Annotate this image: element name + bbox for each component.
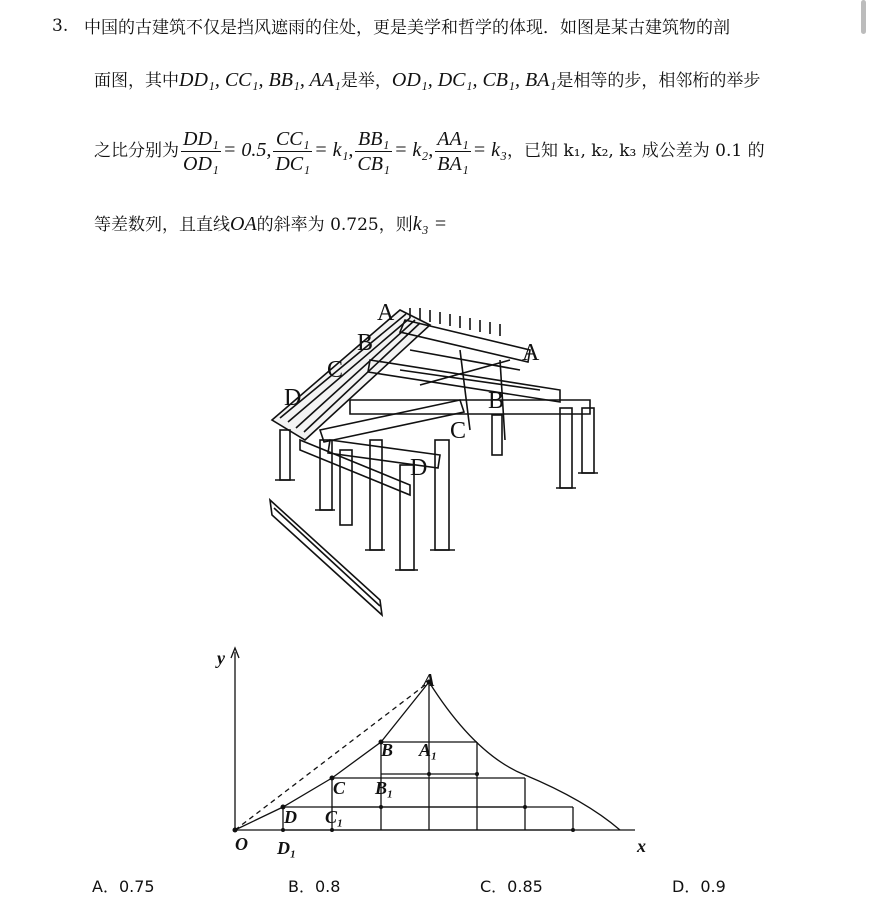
equation-3: = k₂, [393,139,434,161]
building-label-c-1: C [327,357,344,383]
fraction-1-denominator: OD₁ [183,153,219,175]
choice-b[interactable]: B．0.8 [288,877,341,896]
fraction-4-numerator: AA₁ [437,128,469,150]
x-axis-label: x [637,836,646,856]
point-a1-label: A₁ [419,740,438,760]
line4-math: OA [230,213,257,235]
point-a-label: A [423,670,436,690]
building-label-d-2: D [410,455,428,481]
fraction-3 [355,127,392,176]
line3-prefix: 之比分别为 [94,141,179,161]
choice-c[interactable]: C．0.85 [480,877,543,896]
question-line-2 [94,68,760,93]
choice-d[interactable]: D．0.9 [672,877,726,896]
fraction-4-denominator: BA₁ [437,153,469,175]
point-b1-label: B₁ [375,778,394,798]
building-label-d-1: D [284,385,302,411]
scrollbar[interactable] [861,0,866,34]
line2-prefix: 面图，其中 [94,71,179,91]
question-line-3 [94,120,765,181]
building-label-b-2: B [488,388,505,414]
line2-mid: 是举， [340,71,392,91]
question-number: 3. [52,16,69,36]
point-d-label: D [284,807,297,827]
building-label-a-1: A [377,300,395,326]
line2-math-2: OD₁, DC₁, CB₁, BA₁ [391,69,557,91]
point-c-label: C [333,778,346,798]
line4-mid: 的斜率为 0.725，则 [256,215,413,235]
point-b-label: B [381,740,394,760]
fraction-2-numerator: CC₁ [273,127,312,152]
building-label-a-2: A [522,340,540,366]
fraction-3-numerator: BB₁ [355,127,392,152]
origin-label: O [235,834,248,854]
question-line-1: 中国的古建筑不仅是挡风遮雨的住处，更是美学和哲学的体现．如图是某古建筑物的剖 [84,18,730,38]
line3-suffix: ，已知 k₁, k₂, k₃ 成公差为 0.1 的 [506,141,765,161]
fraction-1 [181,127,221,176]
building-label-b-1: B [357,330,374,356]
building-illustration [260,290,620,620]
equation-2: = k₁, [314,139,354,161]
fraction-2-denominator: DC₁ [275,153,311,175]
building-label-c-2: C [450,418,467,444]
line2-math-1: DD₁, CC₁, BB₁, AA₁ [179,69,341,91]
y-axis-label: y [217,648,225,668]
equation-4: = k₃ [472,139,507,161]
fraction-1-numerator: DD₁ [183,128,219,150]
equation-1: = 0.5, [222,139,272,161]
choice-a[interactable]: A．0.75 [92,877,155,896]
point-d1-label: D₁ [277,838,297,858]
point-c1-label: C₁ [325,807,344,827]
line4-math-2: k₃ = [412,213,448,235]
fraction-4 [435,127,470,176]
fraction-2 [273,127,312,176]
fraction-3-denominator: CB₁ [357,153,390,175]
line4-prefix: 等差数列，且直线 [94,215,230,235]
cross-section-diagram [205,640,665,865]
line2-suffix: 是相等的步，相邻桁的举步 [556,71,761,91]
question-line-4 [94,212,447,237]
